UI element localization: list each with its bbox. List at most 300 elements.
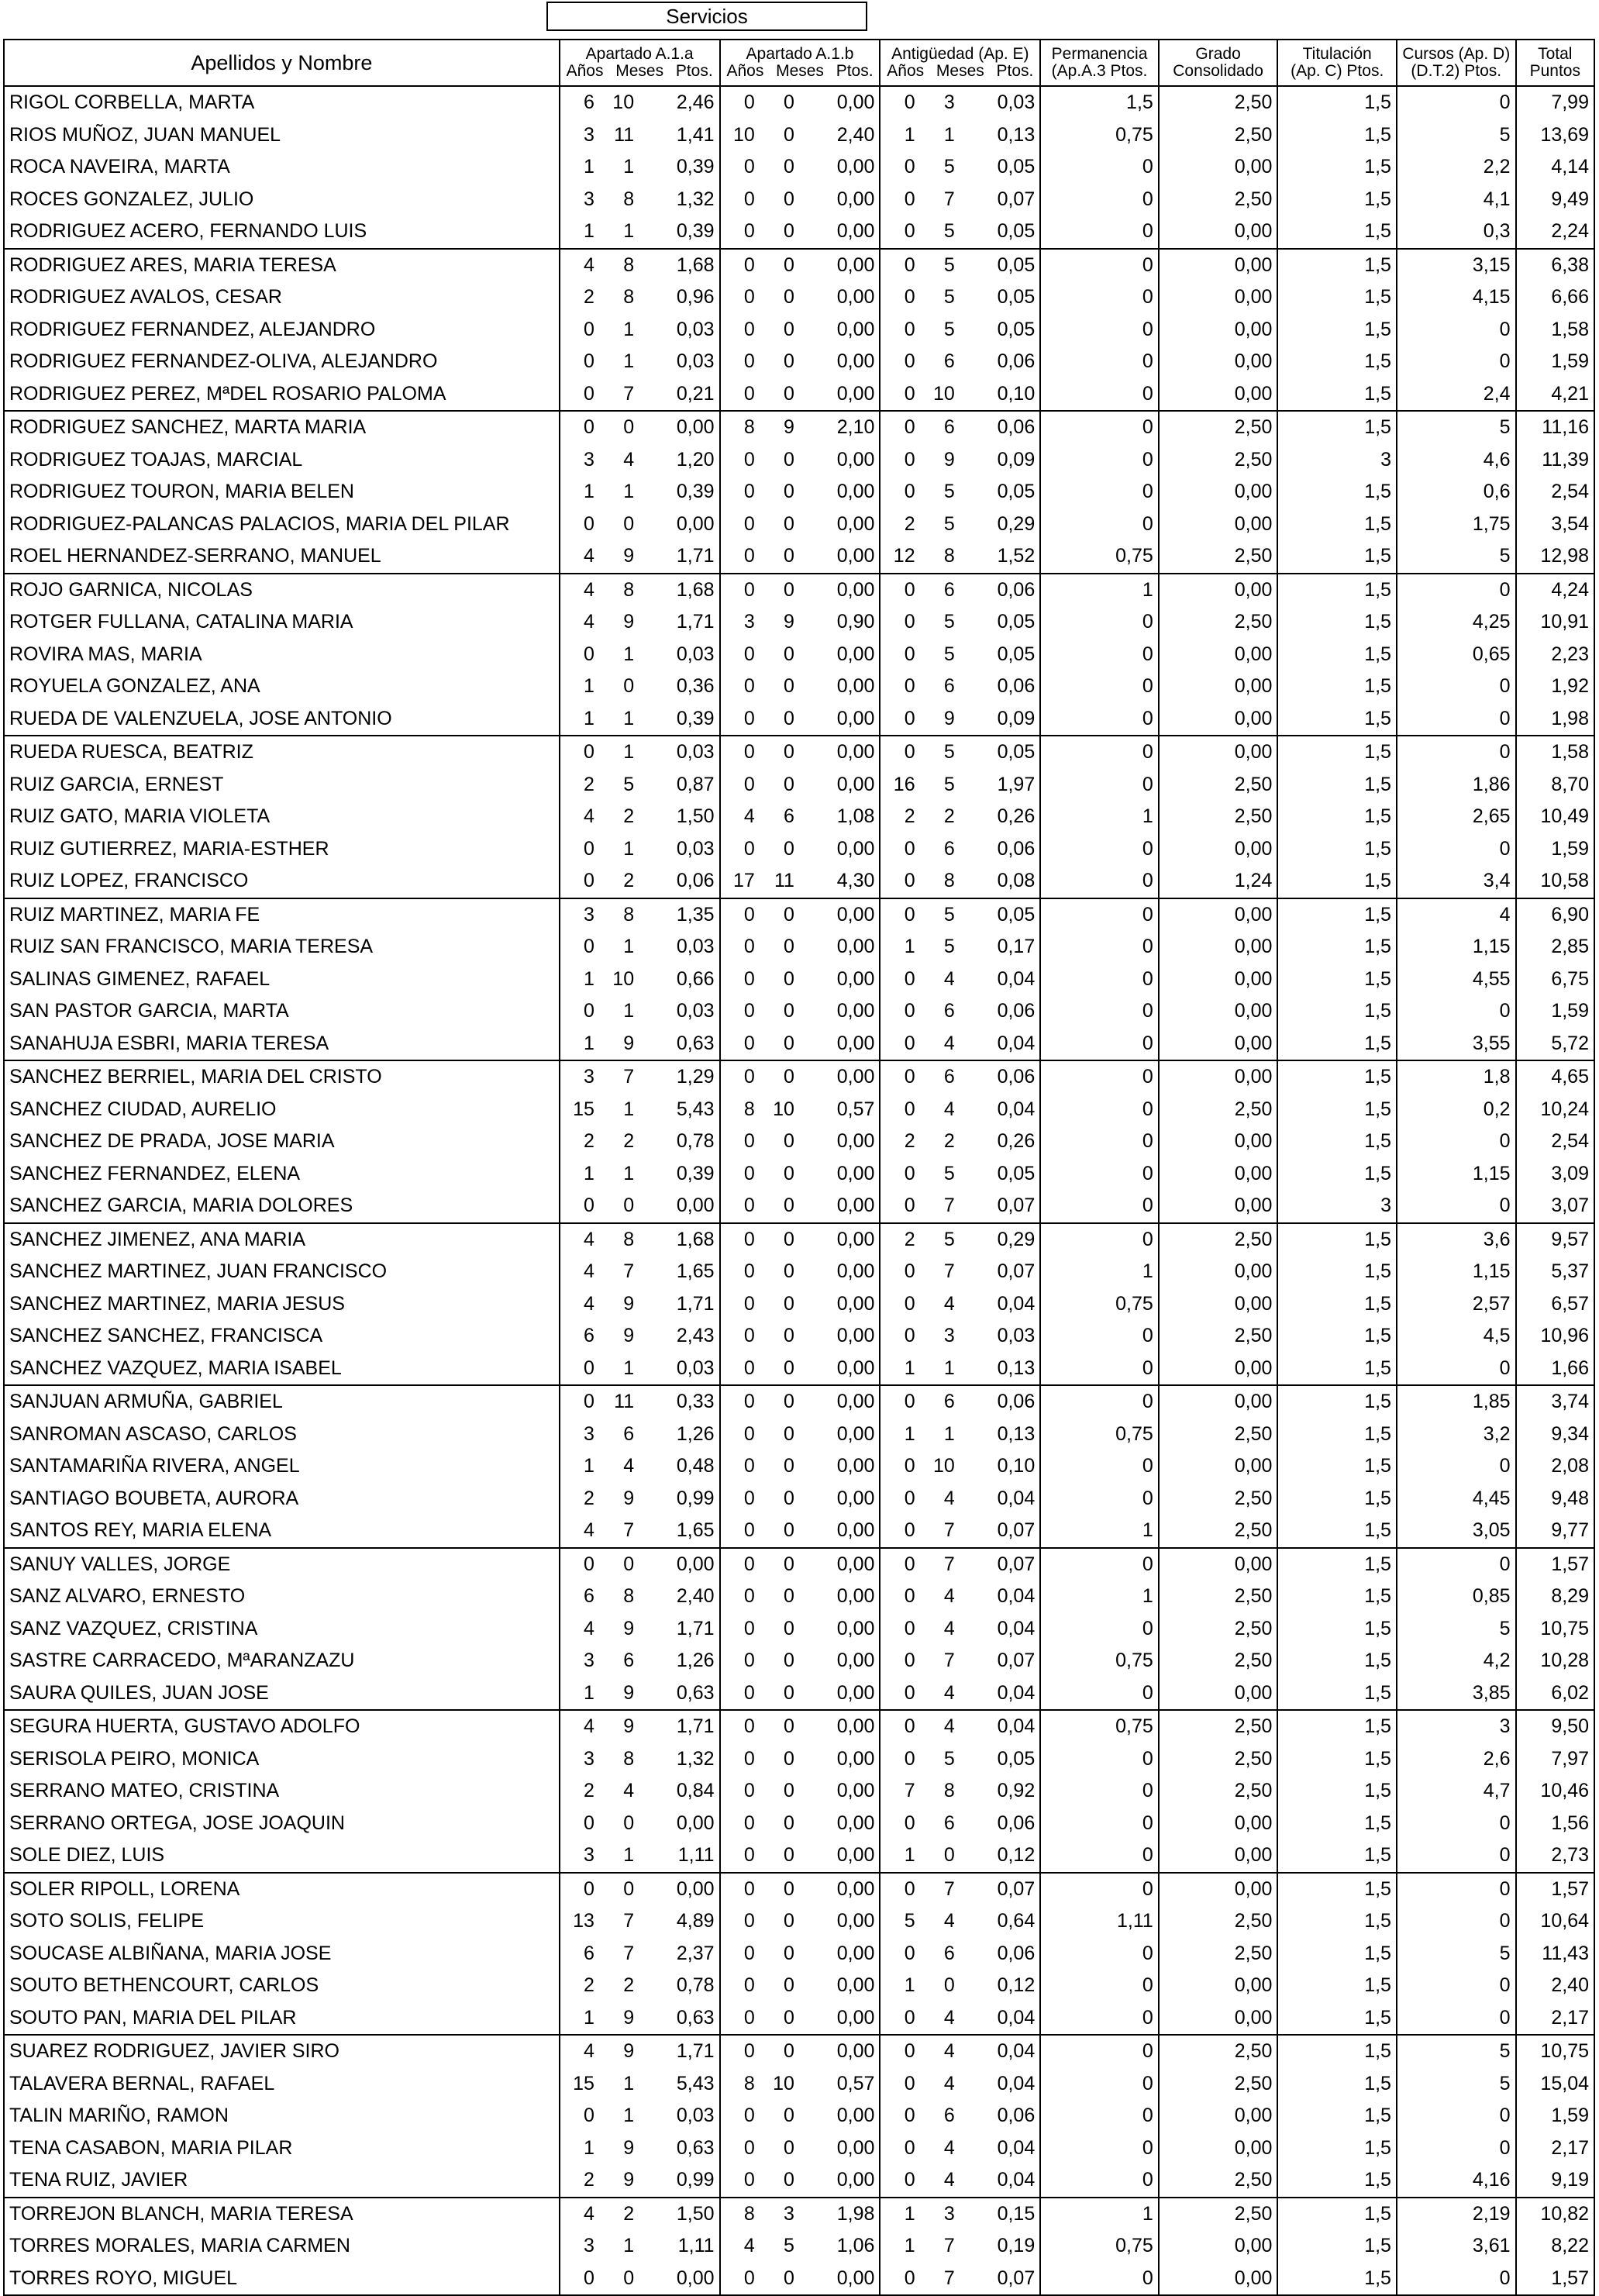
- cell-a1a-points: 2,40: [639, 1581, 719, 1613]
- cell-name: SANTAMARIÑA RIVERA, ANGEL: [4, 1450, 560, 1483]
- cell-a1a-years: 4: [560, 1223, 599, 1257]
- cell-ant-points: 0,13: [960, 1419, 1040, 1451]
- cell-a1a-points: 1,32: [639, 184, 719, 216]
- cell-grado: 0,00: [1159, 2230, 1278, 2263]
- cell-a1b-years: 0: [720, 2164, 760, 2198]
- cell-a1a-points: 0,39: [639, 151, 719, 184]
- cell-name: RODRIGUEZ FERNANDEZ, ALEJANDRO: [4, 314, 560, 346]
- header-cursos: [1397, 40, 1516, 86]
- cell-a1b-years: 0: [720, 736, 760, 769]
- cell-ant-points: 0,04: [960, 1094, 1040, 1126]
- cell-a1b-years: 0: [720, 964, 760, 996]
- cell-titulacion: 1,5: [1277, 964, 1397, 996]
- table-row: [4, 314, 1594, 346]
- cell-grado: 0,00: [1159, 1970, 1278, 2002]
- cell-a1a-months: 9: [623, 1292, 635, 1315]
- cell-titulacion: 1,5: [1277, 801, 1397, 833]
- table-row: [4, 865, 1594, 898]
- cell-a1a-years: 1: [560, 1677, 599, 1711]
- header-grado-line2: Consolidado: [1173, 62, 1263, 80]
- cell-a1b-years: 0: [720, 1873, 760, 1906]
- cell-a1a-years: 0: [560, 508, 599, 541]
- cell-name: SANCHEZ SANCHEZ, FRANCISCA: [4, 1320, 560, 1353]
- cell-ant-years: 0: [880, 1483, 919, 1515]
- cell-total: 6,75: [1516, 964, 1594, 996]
- cell-a1a-points: 5,43: [639, 1094, 719, 1126]
- cell-a1a-points: 1,20: [639, 444, 719, 477]
- cell-permanencia: 0: [1040, 1223, 1159, 1257]
- cell-a1a-points: 2,43: [639, 1320, 719, 1353]
- cell-a1a-years: 0: [560, 1385, 599, 1419]
- cell-a1b-points: 0,00: [799, 2164, 880, 2198]
- cell-ant-points: 0,26: [960, 801, 1040, 833]
- cell-name: SOLE DIEZ, LUIS: [4, 1839, 560, 1873]
- cell-cursos: 0: [1397, 671, 1516, 703]
- cell-a1a-months: 0: [623, 675, 635, 698]
- cell-grado: 0,00: [1159, 639, 1278, 671]
- cell-a1b-points: 0,00: [799, 281, 880, 314]
- cell-a1a-years: 4: [560, 540, 599, 574]
- cell-grado: 2,50: [1159, 1743, 1278, 1776]
- cell-name: SANCHEZ JIMENEZ, ANA MARIA: [4, 1223, 560, 1257]
- cell-a1b-years: 0: [720, 1483, 760, 1515]
- table-row: [4, 411, 1594, 444]
- cell-a1b-years: 17: [720, 865, 760, 898]
- header-a1b-months: Meses: [776, 62, 824, 80]
- cell-ant-points: 0,29: [960, 1223, 1040, 1257]
- cell-a1a-years: 1: [560, 2002, 599, 2036]
- cell-grado: 2,50: [1159, 606, 1278, 639]
- cell-total: 1,57: [1516, 2263, 1594, 2296]
- cell-permanencia: 0: [1040, 215, 1159, 249]
- cell-a1a-months: 0: [599, 2263, 639, 2296]
- cell-cursos: 0: [1397, 86, 1516, 119]
- cell-total: 1,57: [1516, 1548, 1594, 1581]
- cell-a1a-points: 0,39: [639, 703, 719, 736]
- cell-ant-months: 7: [943, 1195, 955, 1217]
- cell-a1b-months: 0: [784, 1519, 794, 1542]
- cell-ant-years: 0: [880, 671, 919, 703]
- cell-total: 10,91: [1516, 606, 1594, 639]
- cell-total: 10,49: [1516, 801, 1594, 833]
- cell-permanencia: 0: [1040, 769, 1159, 802]
- cell-grado: 2,50: [1159, 119, 1278, 152]
- cell-grado: 2,50: [1159, 1419, 1278, 1451]
- cell-grado: 0,00: [1159, 671, 1278, 703]
- cell-ant-months: 4: [943, 1487, 955, 1509]
- cell-ant-months: 6: [920, 1060, 960, 1094]
- table-row: [4, 1775, 1594, 1808]
- cell-cursos: 1,8: [1397, 1060, 1516, 1094]
- table-row: [4, 801, 1594, 833]
- cell-ant-months: 5: [943, 611, 955, 633]
- cell-cursos: 4,7: [1397, 1775, 1516, 1808]
- cell-a1b-months: 0: [760, 1710, 799, 1743]
- cell-ant-points: 0,05: [960, 898, 1040, 932]
- cell-a1a-points: 1,26: [639, 1645, 719, 1677]
- cell-grado: 0,00: [1159, 2132, 1278, 2165]
- cell-a1a-months: 9: [623, 611, 635, 633]
- cell-ant-years: 1: [880, 1419, 919, 1451]
- cell-ant-months: 5: [943, 156, 955, 178]
- table-row: [4, 1808, 1594, 1840]
- cell-ant-points: 1,52: [960, 540, 1040, 574]
- cell-a1b-years: 0: [720, 1905, 760, 1938]
- cell-cursos: 0,2: [1397, 1094, 1516, 1126]
- table-row: [4, 1190, 1594, 1223]
- cell-ant-years: 0: [880, 865, 919, 898]
- cell-a1b-months: 0: [784, 188, 794, 210]
- cell-a1b-points: 0,00: [799, 1320, 880, 1353]
- cell-name: SANAHUJA ESBRI, MARIA TERESA: [4, 1028, 560, 1061]
- cell-a1a-months: 1: [623, 2105, 635, 2127]
- cell-a1a-months: 8: [623, 1585, 635, 1608]
- cell-a1b-points: 0,00: [799, 378, 880, 412]
- cell-name: TENA RUIZ, JAVIER: [4, 2164, 560, 2198]
- cell-ant-months: 5: [943, 318, 955, 340]
- cell-a1a-points: 0,33: [639, 1385, 719, 1419]
- header-perm-line1: Permanencia: [1051, 44, 1148, 63]
- cell-grado: 2,50: [1159, 1905, 1278, 1938]
- cell-a1a-years: 3: [560, 1743, 599, 1776]
- cell-ant-months: 7: [943, 188, 955, 210]
- cell-name: RODRIGUEZ AVALOS, CESAR: [4, 281, 560, 314]
- cell-a1b-years: 0: [720, 249, 760, 282]
- cell-a1b-years: 0: [720, 1126, 760, 1158]
- table-row: [4, 1743, 1594, 1776]
- cell-a1b-months: 0: [784, 1162, 794, 1184]
- cell-ant-points: 0,05: [960, 151, 1040, 184]
- cell-total: 2,73: [1516, 1839, 1594, 1873]
- cell-ant-months: 0: [943, 1844, 955, 1867]
- cell-titulacion: 1,5: [1277, 2100, 1397, 2132]
- cell-cursos: 2,6: [1397, 1743, 1516, 1776]
- cell-a1b-years: 0: [720, 1775, 760, 1808]
- cell-a1a-years: 0: [560, 314, 599, 346]
- cell-a1b-points: 0,00: [799, 1808, 880, 1840]
- cell-permanencia: 0,75: [1040, 1419, 1159, 1451]
- cell-a1a-points: 0,99: [639, 2164, 719, 2198]
- cell-permanencia: 0: [1040, 1060, 1159, 1094]
- cell-ant-points: 0,08: [960, 865, 1040, 898]
- cell-grado: 0,00: [1159, 1385, 1278, 1419]
- cell-total: 9,50: [1516, 1710, 1594, 1743]
- cell-a1a-years: 4: [560, 1710, 599, 1743]
- cell-titulacion: 1,5: [1277, 1320, 1397, 1353]
- header-grado-line1: Grado: [1195, 44, 1241, 63]
- cell-ant-points: 0,06: [960, 1808, 1040, 1840]
- cell-ant-years: 0: [880, 1190, 919, 1223]
- cell-name: ROCES GONZALEZ, JULIO: [4, 184, 560, 216]
- cell-total: 10,75: [1516, 2035, 1594, 2068]
- cell-ant-years: 0: [880, 1320, 919, 1353]
- cell-permanencia: 0: [1040, 833, 1159, 866]
- cell-a1b-years: 0: [720, 1320, 760, 1353]
- cell-a1a-months: 1: [623, 1162, 635, 1184]
- cell-grado: 0,00: [1159, 1548, 1278, 1581]
- header-a1a-months: Meses: [615, 62, 664, 80]
- cell-ant-months: 4: [943, 1681, 955, 1704]
- cell-a1a-months: 6: [623, 1650, 635, 1672]
- cell-titulacion: 1,5: [1277, 1385, 1397, 1419]
- cell-permanencia: 0: [1040, 1613, 1159, 1646]
- cell-grado: 2,50: [1159, 1223, 1278, 1257]
- cell-total: 8,29: [1516, 1581, 1594, 1613]
- cell-a1a-years: 1: [560, 476, 599, 508]
- cell-grado: 0,00: [1159, 1288, 1278, 1321]
- cell-a1a-points: 0,00: [639, 1190, 719, 1223]
- cell-total: 2,17: [1516, 2132, 1594, 2165]
- cell-a1b-points: 0,00: [799, 1548, 880, 1581]
- cell-ant-points: 0,04: [960, 1288, 1040, 1321]
- cell-a1a-years: 4: [560, 2035, 599, 2068]
- cell-permanencia: 0: [1040, 865, 1159, 898]
- cell-a1a-points: 0,78: [639, 1126, 719, 1158]
- cell-grado: 2,50: [1159, 2198, 1278, 2231]
- cell-titulacion: 1,5: [1277, 151, 1397, 184]
- header-ant-months: Meses: [936, 62, 984, 80]
- cell-ant-years: 0: [880, 1613, 919, 1646]
- cell-a1a-months: 0: [623, 1812, 635, 1834]
- cell-name: SANCHEZ CIUDAD, AURELIO: [4, 1094, 560, 1126]
- header-total-line2: Puntos: [1529, 62, 1580, 80]
- cell-ant-points: 0,13: [960, 1353, 1040, 1386]
- cell-a1b-points: 0,00: [799, 1710, 880, 1743]
- cell-a1b-months: 0: [760, 1060, 799, 1094]
- cell-titulacion: 1,5: [1277, 574, 1397, 607]
- cell-titulacion: 1,5: [1277, 1515, 1397, 1548]
- cell-permanencia: 0: [1040, 378, 1159, 412]
- cell-a1a-months: 9: [623, 1325, 635, 1347]
- cell-permanencia: 0: [1040, 1839, 1159, 1873]
- cell-a1b-points: 0,00: [799, 1223, 880, 1257]
- cell-permanencia: 1: [1040, 2198, 1159, 2231]
- cell-a1a-months: 11: [599, 1385, 639, 1419]
- cell-ant-months: 4: [943, 967, 955, 990]
- cell-a1a-years: 15: [560, 2068, 599, 2101]
- cell-a1b-months: 0: [784, 1422, 794, 1445]
- cell-a1a-points: 0,99: [639, 1483, 719, 1515]
- cell-a1a-years: 0: [560, 639, 599, 671]
- cell-titulacion: 1,5: [1277, 1905, 1397, 1938]
- cell-name: SEGURA HUERTA, GUSTAVO ADOLFO: [4, 1710, 560, 1743]
- table-row: [4, 281, 1594, 314]
- cell-cursos: 3: [1397, 1710, 1516, 1743]
- cell-ant-years: 0: [880, 378, 919, 412]
- cell-a1b-months: 0: [760, 1873, 799, 1906]
- cell-a1a-months: 1: [623, 1844, 635, 1867]
- table-row: [4, 703, 1594, 736]
- cell-name: SANCHEZ MARTINEZ, JUAN FRANCISCO: [4, 1256, 560, 1288]
- cell-a1a-points: 0,03: [639, 639, 719, 671]
- cell-a1a-years: 0: [560, 2263, 599, 2296]
- header-grado: [1159, 40, 1278, 86]
- cell-permanencia: 0,75: [1040, 2230, 1159, 2263]
- cell-ant-years: 0: [880, 833, 919, 866]
- cell-a1b-points: 0,00: [799, 736, 880, 769]
- cell-a1b-years: 0: [720, 1256, 760, 1288]
- cell-cursos: 3,85: [1397, 1677, 1516, 1711]
- cell-a1a-years: 0: [560, 833, 599, 866]
- cell-a1a-points: 1,71: [639, 606, 719, 639]
- cell-grado: 0,00: [1159, 1450, 1278, 1483]
- cell-a1b-points: 0,00: [799, 314, 880, 346]
- cell-grado: 0,00: [1159, 736, 1278, 769]
- table-row: [4, 574, 1594, 607]
- cell-a1b-months: 0: [784, 1487, 794, 1509]
- cell-a1b-months: 0: [784, 2136, 794, 2159]
- cell-permanencia: 0: [1040, 1970, 1159, 2002]
- cell-name: TALAVERA BERNAL, RAFAEL: [4, 2068, 560, 2101]
- cell-cursos: 0: [1397, 833, 1516, 866]
- cell-name: SERISOLA PEIRO, MONICA: [4, 1743, 560, 1776]
- cell-cursos: 0: [1397, 1353, 1516, 1386]
- cell-ant-points: 0,04: [960, 1613, 1040, 1646]
- cell-ant-years: 0: [880, 346, 919, 378]
- cell-a1a-months: 9: [623, 1032, 635, 1054]
- cell-a1b-points: 0,00: [799, 184, 880, 216]
- cell-cursos: 2,4: [1397, 378, 1516, 412]
- cell-a1b-points: 1,06: [799, 2230, 880, 2263]
- cell-a1a-months: 9: [623, 1487, 635, 1509]
- cell-permanencia: 0: [1040, 1938, 1159, 1970]
- cell-a1a-points: 0,00: [639, 1873, 719, 1906]
- cell-a1a-months: 2: [623, 870, 635, 892]
- cell-a1a-years: 2: [560, 1970, 599, 2002]
- cell-a1b-points: 0,00: [799, 1419, 880, 1451]
- cell-permanencia: 1: [1040, 1581, 1159, 1613]
- cell-ant-months: 4: [943, 2006, 955, 2029]
- cell-a1b-points: 2,10: [799, 411, 880, 444]
- cell-titulacion: 1,5: [1277, 2002, 1397, 2036]
- cell-ant-years: 1: [880, 2198, 919, 2231]
- cell-titulacion: 1,5: [1277, 1710, 1397, 1743]
- cell-titulacion: 1,5: [1277, 2230, 1397, 2263]
- cell-titulacion: 1,5: [1277, 346, 1397, 378]
- table-row: [4, 1320, 1594, 1353]
- cell-cursos: 0: [1397, 314, 1516, 346]
- cell-total: 11,43: [1516, 1938, 1594, 1970]
- cell-ant-months: 5: [920, 898, 960, 932]
- cell-ant-points: 0,12: [960, 1839, 1040, 1873]
- cell-a1a-years: 15: [560, 1094, 599, 1126]
- cell-ant-points: 0,07: [960, 1190, 1040, 1223]
- cell-name: SAURA QUILES, JUAN JOSE: [4, 1677, 560, 1711]
- cell-total: 6,57: [1516, 1288, 1594, 1321]
- cell-name: ROTGER FULLANA, CATALINA MARIA: [4, 606, 560, 639]
- cell-a1a-months: 9: [599, 2035, 639, 2068]
- cell-cursos: 5: [1397, 119, 1516, 152]
- cell-total: 9,48: [1516, 1483, 1594, 1515]
- cell-total: 9,19: [1516, 2164, 1594, 2198]
- cell-grado: 0,00: [1159, 1839, 1278, 1873]
- cell-ant-points: 0,05: [960, 736, 1040, 769]
- cell-a1a-years: 6: [560, 86, 599, 119]
- cell-a1b-years: 0: [720, 1028, 760, 1061]
- cell-a1a-points: 0,00: [639, 1808, 719, 1840]
- table-row: [4, 2230, 1594, 2263]
- cell-name: RUEDA DE VALENZUELA, JOSE ANTONIO: [4, 703, 560, 736]
- cell-ant-years: 1: [880, 1970, 919, 2002]
- cell-ant-years: 0: [880, 184, 919, 216]
- header-ant-years: Años: [887, 62, 925, 80]
- cell-a1a-months: 5: [623, 773, 635, 795]
- cell-name: RUIZ GUTIERREZ, MARIA-ESTHER: [4, 833, 560, 866]
- cell-ant-years: 1: [880, 1353, 919, 1386]
- cell-ant-points: 0,06: [960, 1938, 1040, 1970]
- cell-cursos: 0,85: [1397, 1581, 1516, 1613]
- cell-permanencia: 0,75: [1040, 540, 1159, 574]
- cell-grado: 0,00: [1159, 508, 1278, 541]
- cell-ant-months: 9: [943, 448, 955, 471]
- cell-a1a-points: 1,65: [639, 1515, 719, 1548]
- cell-ant-points: 0,07: [960, 1515, 1040, 1548]
- cell-total: 3,74: [1516, 1385, 1594, 1419]
- table-row: [4, 2198, 1594, 2231]
- table-row: [4, 2263, 1594, 2296]
- cell-a1a-points: 0,03: [639, 931, 719, 964]
- header-cursos-line2: (D.T.2) Ptos.: [1411, 62, 1502, 80]
- header-a1b-years: Años: [726, 62, 764, 80]
- cell-a1a-months: 1: [623, 837, 635, 860]
- cell-name: SASTRE CARRACEDO, MªARANZAZU: [4, 1645, 560, 1677]
- cell-ant-points: 0,06: [960, 833, 1040, 866]
- cell-ant-months: 6: [943, 675, 955, 698]
- cell-permanencia: 0: [1040, 1028, 1159, 1061]
- cell-a1b-months: 0: [784, 481, 794, 503]
- cell-a1a-years: 2: [560, 769, 599, 802]
- cell-permanencia: 0: [1040, 1775, 1159, 1808]
- cell-ant-points: 0,13: [960, 119, 1040, 152]
- cell-a1a-years: 2: [560, 281, 599, 314]
- cell-cursos: 0: [1397, 346, 1516, 378]
- cell-permanencia: 0: [1040, 703, 1159, 736]
- cell-a1a-points: 0,00: [639, 508, 719, 541]
- cell-total: 6,38: [1516, 249, 1594, 282]
- cell-titulacion: 1,5: [1277, 119, 1397, 152]
- cell-name: RUIZ LOPEZ, FRANCISCO: [4, 865, 560, 898]
- cell-cursos: 5: [1397, 2035, 1516, 2068]
- cell-titulacion: 1,5: [1277, 1775, 1397, 1808]
- cell-grado: 2,50: [1159, 2068, 1278, 2101]
- cell-titulacion: 1,5: [1277, 1613, 1397, 1646]
- cell-ant-points: 0,17: [960, 931, 1040, 964]
- cell-ant-points: 0,05: [960, 249, 1040, 282]
- cell-ant-points: 0,07: [960, 184, 1040, 216]
- cell-a1a-years: 3: [560, 119, 599, 152]
- cell-ant-years: 0: [880, 1158, 919, 1191]
- cell-a1b-years: 0: [720, 476, 760, 508]
- cell-a1b-months: 9: [760, 411, 799, 444]
- cell-a1a-months: 1: [623, 2072, 635, 2094]
- table-row: [4, 2068, 1594, 2101]
- cell-a1b-points: 0,57: [799, 2068, 880, 2101]
- cell-ant-years: 5: [880, 1905, 919, 1938]
- cell-titulacion: 1,5: [1277, 769, 1397, 802]
- cell-a1a-months: 9: [623, 1681, 635, 1704]
- cell-a1b-points: 0,00: [799, 1256, 880, 1288]
- cell-ant-points: 0,10: [960, 1450, 1040, 1483]
- cell-titulacion: 1,5: [1277, 281, 1397, 314]
- cell-a1b-points: 0,00: [799, 444, 880, 477]
- cell-a1b-points: 0,00: [799, 1839, 880, 1873]
- cell-a1a-years: 3: [560, 898, 599, 932]
- cell-a1a-years: 0: [560, 1808, 599, 1840]
- table-row: [4, 151, 1594, 184]
- cell-grado: 0,00: [1159, 1126, 1278, 1158]
- cell-name: SOLER RIPOLL, LORENA: [4, 1873, 560, 1906]
- cell-ant-points: 0,05: [960, 1743, 1040, 1776]
